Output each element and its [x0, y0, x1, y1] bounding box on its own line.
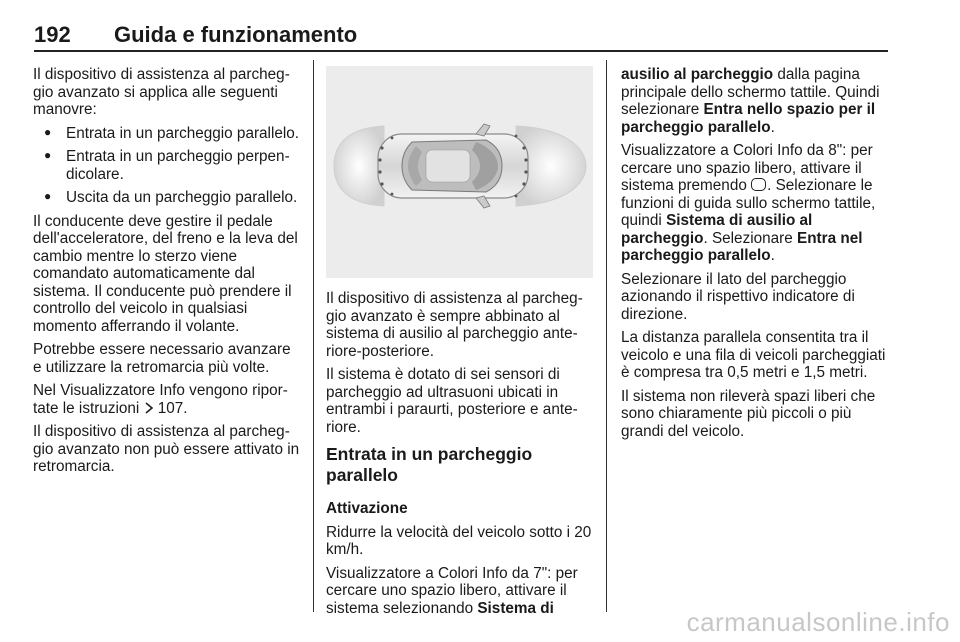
parking-sensor-figure [326, 66, 593, 278]
body-text: . Selezionare le funzioni di guida sullo schermo tattile, quindi [621, 177, 876, 229]
page-reference-link[interactable]: 107. [157, 399, 188, 417]
list-item: ● Entrata in un parcheggio parallelo. [33, 125, 301, 143]
menu-term: ausilio al parcheggio [621, 66, 774, 83]
space-detection-paragraph: Il sistema non rileverà spazi liberi che sono chiaramente più piccoli o più grandi del veicolo. [621, 387, 876, 440]
body-text: . Selezionare [703, 229, 793, 247]
display-7in-paragraph [326, 565, 593, 618]
watermark: carmanualsonline.info [686, 607, 950, 637]
car-sensor-illustration [326, 66, 593, 278]
combined-system-paragraph: Il dispositivo di assistenza al parcheggio avanzato è sempre abbinato al sistema di ausilio al parcheggio anteriore-posteriore. [326, 290, 583, 360]
info-paragraph [33, 382, 301, 417]
section-title: Entrata in un parcheggio parallelo [326, 444, 533, 485]
body-text: Visualizzatore a Colori Info da 8": per cercare uno spazio libero, attivare il sistema premendo [621, 142, 873, 194]
page-reference-icon[interactable] [144, 402, 154, 414]
page-number: 192 [34, 22, 71, 47]
subsection-title: Attivazione [326, 500, 408, 517]
rear-sensor-zone [334, 126, 384, 206]
menu-continued-paragraph [621, 66, 891, 136]
column-divider-2 [606, 60, 607, 612]
manoeuvre-list [33, 125, 301, 207]
column-1 [33, 66, 301, 482]
header-rule [34, 50, 888, 52]
menu-term: Entra nel parcheggio parallelo [621, 229, 863, 264]
body-text: . [770, 247, 775, 264]
not-active-paragraph: Il dispositivo di assistenza al parcheggio avanzato non può essere attivato in retromarcia. [33, 423, 300, 475]
body-text: dalla pagina principale dello schermo tattile. Quindi selezionare [621, 66, 880, 118]
list-item: ● Uscita da un parcheggio parallelo. [33, 189, 301, 207]
body-text: . [770, 118, 775, 136]
roof [426, 150, 470, 182]
column-divider-1 [313, 60, 314, 612]
menu-term: Entra nello spazio per il parcheggio parallelo [621, 101, 876, 136]
display-8in-paragraph [621, 142, 891, 265]
intro-paragraph: Il dispositivo di assistenza al parcheggio avanzato si applica alle seguenti manovre: [33, 66, 290, 118]
info-text: Nel Visualizzatore Info vengono riportate le istruzioni [33, 382, 288, 417]
column-3 [621, 66, 891, 446]
display-7in-text: Visualizzatore a Colori Info da 7": per cercare uno spazio libero, attivare il sistema selezionando [326, 564, 578, 617]
menu-term: Sistema di [477, 599, 554, 617]
steering-wheel-icon [751, 178, 766, 191]
reverse-paragraph: Potrebbe essere necessario avanzare e utilizzare la retromarcia più volte. [33, 341, 291, 376]
menu-term: Sistema di ausilio al parcheggio [621, 212, 813, 247]
driver-paragraph: Il conducente deve gestire il pedale dell'acceleratore, del freno e la leva del cambio mentre lo sterzo viene comandato automaticamente dal sistema. Il conducente può prendere il controllo del veicolo in qualsiasi momento afferrando il volante. [33, 212, 298, 335]
column-2 [326, 290, 593, 623]
chapter-title: Guida e funzionamento [114, 22, 358, 47]
distance-paragraph: La distanza parallela consentita tra il veicolo e una fila di veicoli parcheggiati è compresa tra 0,5 metri e 1,5 metri. [621, 329, 886, 381]
page-header [34, 22, 888, 52]
sensors-paragraph: Il sistema è dotato di sei sensori di parcheggio ad ultrasuoni ubicati in entrambi i paraurti, posteriore e anteriore. [326, 366, 578, 436]
speed-paragraph: Ridurre la velocità del veicolo sotto i 20 km/h. [326, 523, 592, 558]
list-item: ● Entrata in un parcheggio perpendicolare. [33, 148, 301, 183]
side-select-paragraph: Selezionare il lato del parcheggio azionando il rispettivo indicatore di direzione. [621, 270, 855, 323]
